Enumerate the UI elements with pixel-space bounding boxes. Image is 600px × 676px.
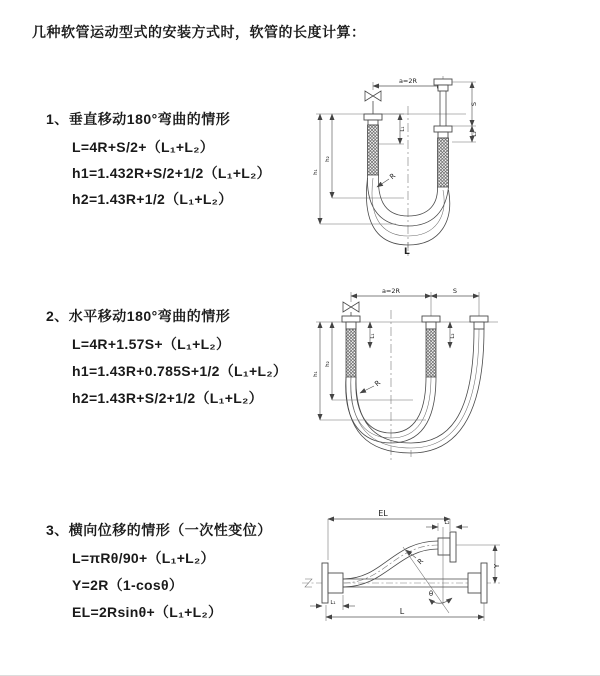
dim-label-h1: h₁ bbox=[313, 169, 319, 175]
section3-formula-3: EL=2Rsinθ+（L₁+L₂） bbox=[72, 604, 223, 620]
section2-formula-2: h1=1.43R+0.785S+1/2（L₁+L₂） bbox=[72, 363, 288, 379]
middle-pipe-fitting bbox=[422, 316, 440, 377]
dim-label-l1: L₁ bbox=[400, 126, 406, 132]
section1-formula-2: h1=1.432R+S/2+1/2（L₁+L₂） bbox=[72, 165, 271, 181]
dim-label-h1: h₁ bbox=[313, 371, 319, 377]
right-pipe-fitting bbox=[434, 79, 452, 187]
valve-icon bbox=[365, 91, 381, 114]
dim-label-l1: L₁ bbox=[370, 333, 376, 339]
left-fitting bbox=[322, 563, 343, 603]
length-label: L bbox=[404, 247, 410, 257]
radius-label: R bbox=[416, 557, 426, 567]
upper-right-fitting bbox=[438, 532, 456, 562]
radius-label: R bbox=[388, 171, 398, 182]
section1-formula-1: L=4R+S/2+（L₁+L₂） bbox=[72, 139, 215, 155]
section1-heading: 1、垂直移动180°弯曲的情形 bbox=[46, 111, 231, 127]
dim-label-l2: L₂ bbox=[472, 131, 478, 137]
dim-label-a2r: a=2R bbox=[398, 77, 418, 85]
section3-heading: 3、横向位移的情形（一次性变位） bbox=[46, 522, 272, 538]
hose-u-position-2 bbox=[346, 329, 484, 453]
dim-label-l2: L₂ bbox=[444, 520, 450, 526]
dim-label-h2: h₂ bbox=[325, 156, 331, 162]
dim-label-s: S bbox=[470, 101, 478, 107]
left-pipe-fitting bbox=[364, 114, 382, 175]
dim-label-l2: L₂ bbox=[450, 333, 456, 339]
diagram-lateral-displacement bbox=[298, 505, 600, 645]
dim-label-a2r: a=2R bbox=[381, 287, 401, 295]
section3-formula-2: Y=2R（1-cosθ） bbox=[72, 577, 184, 593]
dim-label-l: L bbox=[399, 607, 405, 616]
dim-label-h2: h₂ bbox=[325, 361, 331, 367]
valve-icon bbox=[343, 302, 359, 316]
radius-label: R bbox=[373, 378, 383, 389]
section2-heading: 2、水平移动180°弯曲的情形 bbox=[46, 308, 231, 324]
dim-label-y: Y bbox=[493, 563, 501, 569]
diagram-horizontal-180-bend bbox=[308, 282, 600, 477]
section1-formula-3: h2=1.43R+1/2（L₁+L₂） bbox=[72, 191, 233, 207]
dim-label-s: S bbox=[452, 287, 458, 295]
left-pipe-fitting bbox=[342, 316, 360, 377]
page-title: 几种软管运动型式的安装方式时，软管的长度计算： bbox=[32, 24, 366, 40]
lower-right-fitting bbox=[468, 563, 487, 603]
dim-label-el: EL bbox=[378, 509, 388, 518]
section3-formula-1: L=πRθ/90+（L₁+L₂） bbox=[72, 550, 215, 566]
theta-label: θ bbox=[428, 590, 434, 598]
section2-formula-3: h2=1.43R+S/2+1/2（L₁+L₂） bbox=[72, 390, 263, 406]
dim-label-l1: L₁ bbox=[330, 600, 336, 606]
right-pipe-fitting bbox=[470, 316, 488, 329]
diagram-vertical-180-bend bbox=[308, 66, 600, 271]
section2-formula-1: L=4R+1.57S+（L₁+L₂） bbox=[72, 336, 231, 352]
